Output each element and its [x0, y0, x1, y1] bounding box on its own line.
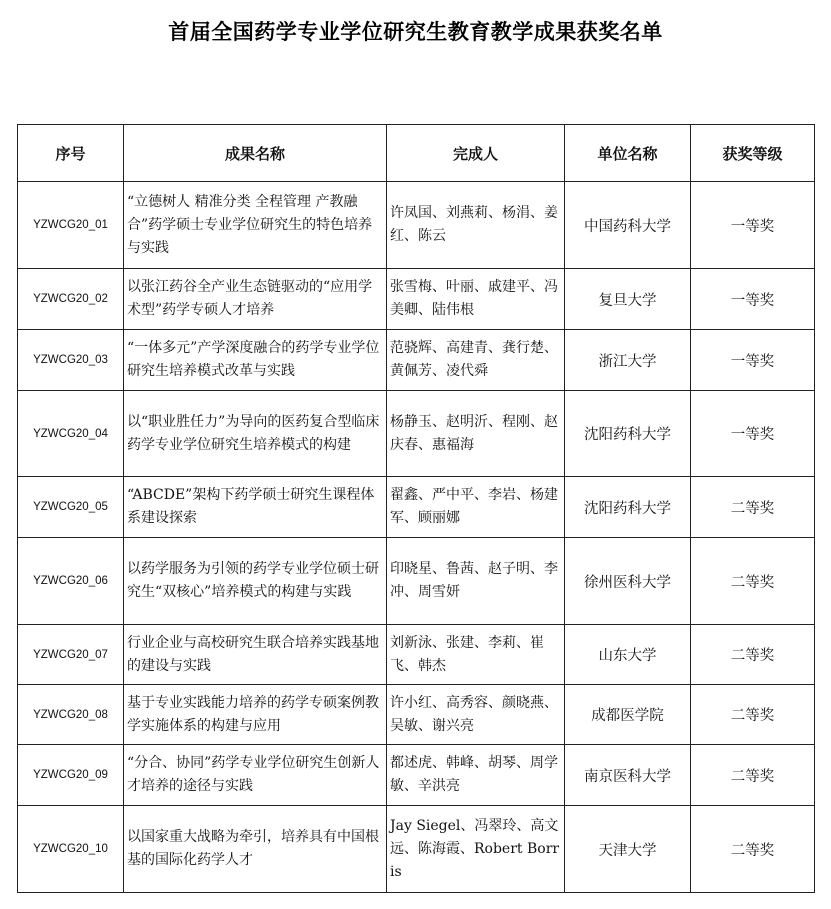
cell-completers: 范骁辉、高建青、龚行楚、黄佩芳、凌代舜	[387, 330, 565, 391]
cell-completers: 翟鑫、严中平、李岩、杨建军、顾丽娜	[387, 477, 565, 538]
header-unit-name: 单位名称	[565, 125, 691, 182]
cell-award-level: 二等奖	[691, 538, 815, 625]
table-row	[18, 538, 815, 625]
cell-unit-name: 沈阳药科大学	[565, 391, 691, 477]
cell-completers: 印晓星、鲁茜、赵子明、李冲、周雪妍	[387, 538, 565, 625]
cell-unit-name: 山东大学	[565, 625, 691, 685]
table-row	[18, 477, 815, 538]
cell-serial-no: YZWCG20_09	[18, 745, 124, 806]
cell-unit-name: 成都医学院	[565, 685, 691, 745]
cell-unit-name: 天津大学	[565, 806, 691, 893]
header-achievement-name: 成果名称	[124, 125, 387, 182]
cell-completers: 许凤国、刘燕莉、杨涓、姜红、陈云	[387, 182, 565, 269]
cell-award-level: 一等奖	[691, 182, 815, 269]
table-row	[18, 269, 815, 330]
cell-award-level: 二等奖	[691, 806, 815, 893]
table-row	[18, 806, 815, 893]
table-row	[18, 391, 815, 477]
cell-serial-no: YZWCG20_10	[18, 806, 124, 893]
cell-serial-no: YZWCG20_08	[18, 685, 124, 745]
table-row	[18, 625, 815, 685]
cell-serial-no: YZWCG20_04	[18, 391, 124, 477]
cell-achievement-name: 以药学服务为引领的药学专业学位硕士研究生“双核心”培养模式的构建与实践	[124, 538, 387, 625]
cell-serial-no: YZWCG20_02	[18, 269, 124, 330]
header-award-level: 获奖等级	[691, 125, 815, 182]
cell-serial-no: YZWCG20_07	[18, 625, 124, 685]
cell-unit-name: 南京医科大学	[565, 745, 691, 806]
cell-award-level: 一等奖	[691, 269, 815, 330]
cell-completers: 刘新泳、张建、李莉、崔飞、韩杰	[387, 625, 565, 685]
cell-achievement-name: “ABCDE”架构下药学硕士研究生课程体系建设探索	[124, 477, 387, 538]
cell-unit-name: 浙江大学	[565, 330, 691, 391]
cell-completers: 都述虎、韩峰、胡琴、周学敏、辛洪亮	[387, 745, 565, 806]
cell-completers: 许小红、高秀容、颜晓燕、吴敏、谢兴亮	[387, 685, 565, 745]
cell-achievement-name: 以国家重大战略为牵引，培养具有中国根基的国际化药学人才	[124, 806, 387, 893]
cell-award-level: 二等奖	[691, 685, 815, 745]
cell-serial-no: YZWCG20_06	[18, 538, 124, 625]
awards-table	[17, 124, 815, 893]
cell-achievement-name: “一体多元”产学深度融合的药学专业学位研究生培养模式改革与实践	[124, 330, 387, 391]
cell-achievement-name: 行业企业与高校研究生联合培养实践基地的建设与实践	[124, 625, 387, 685]
cell-award-level: 二等奖	[691, 625, 815, 685]
cell-achievement-name: “分合、协同”药学专业学位研究生创新人才培养的途径与实践	[124, 745, 387, 806]
cell-completers: 张雪梅、叶丽、戚建平、冯美卿、陆伟根	[387, 269, 565, 330]
cell-award-level: 二等奖	[691, 477, 815, 538]
table-header-row	[18, 125, 815, 182]
header-serial-no: 序号	[18, 125, 124, 182]
cell-completers: 杨静玉、赵明沂、程刚、赵庆春、惠福海	[387, 391, 565, 477]
table-row	[18, 330, 815, 391]
table-row	[18, 685, 815, 745]
cell-award-level: 二等奖	[691, 745, 815, 806]
cell-serial-no: YZWCG20_01	[18, 182, 124, 269]
cell-achievement-name: 基于专业实践能力培养的药学专硕案例教学实施体系的构建与应用	[124, 685, 387, 745]
cell-achievement-name: “立德树人 精准分类 全程管理 产教融合”药学硕士专业学位研究生的特色培养与实践	[124, 182, 387, 269]
cell-unit-name: 沈阳药科大学	[565, 477, 691, 538]
cell-unit-name: 中国药科大学	[565, 182, 691, 269]
cell-award-level: 一等奖	[691, 391, 815, 477]
cell-achievement-name: 以“职业胜任力”为导向的医药复合型临床药学专业学位研究生培养模式的构建	[124, 391, 387, 477]
table-row	[18, 182, 815, 269]
cell-completers: Jay Siegel、冯翠玲、高文远、陈海霞、Robert Borris	[387, 806, 565, 893]
table-row	[18, 745, 815, 806]
cell-unit-name: 复旦大学	[565, 269, 691, 330]
cell-serial-no: YZWCG20_05	[18, 477, 124, 538]
page-title: 首届全国药学专业学位研究生教育教学成果获奖名单	[168, 20, 663, 44]
cell-award-level: 一等奖	[691, 330, 815, 391]
cell-serial-no: YZWCG20_03	[18, 330, 124, 391]
cell-achievement-name: 以张江药谷全产业生态链驱动的“应用学术型”药学专硕人才培养	[124, 269, 387, 330]
cell-unit-name: 徐州医科大学	[565, 538, 691, 625]
header-completers: 完成人	[387, 125, 565, 182]
